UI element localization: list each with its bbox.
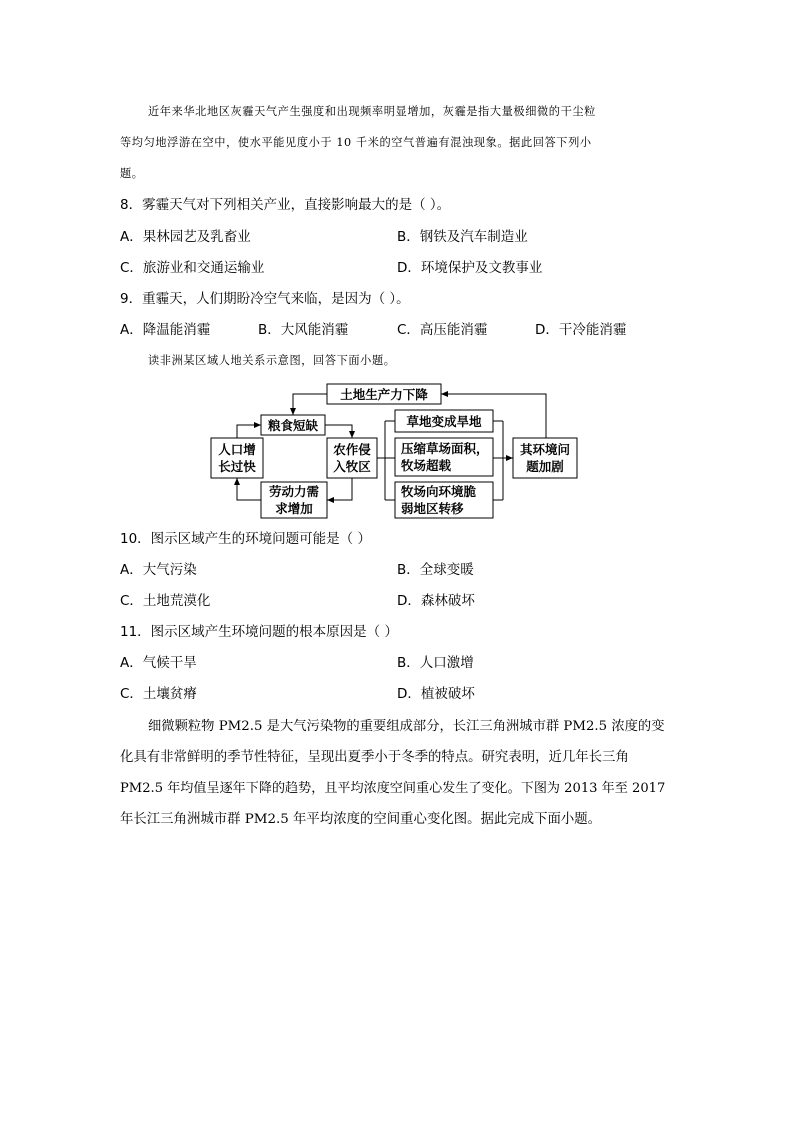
q11-option-d: D．植被破坏: [397, 686, 475, 702]
q9-stem: 9．重霾天，人们期盼冷空气来临，是因为（ ）。: [120, 291, 410, 307]
q11-option-a: A．气候干旱: [120, 655, 197, 671]
q10-option-b: B．全球变暖: [397, 562, 474, 578]
label-squeeze-2: 牧场超载: [401, 458, 452, 473]
label-shift-2: 弱地区转移: [401, 501, 464, 516]
q9-option-d: D．干冷能消霾: [535, 322, 627, 338]
diagram-intro: 读非洲某区域人地关系示意图，回答下面小题。: [148, 354, 396, 367]
passage3-line2: 化具有非常鲜明的季节性特征，呈现出夏季小于冬季的特点。研究表明，近几年长三角: [120, 750, 629, 765]
label-crop-2: 入牧区: [333, 459, 371, 474]
q8-option-c: C．旅游业和交通运输业: [120, 260, 265, 276]
q8-option-d: D．环境保护及文教事业: [397, 260, 543, 276]
label-env-2: 题加剧: [526, 459, 564, 474]
q10-option-a: A．大气污染: [120, 562, 197, 578]
label-grass-to-dry: 草地变成旱地: [406, 414, 482, 429]
q9-option-c: C．高压能消霾: [397, 322, 488, 338]
label-food-shortage: 粮食短缺: [267, 418, 319, 433]
passage3-line4: 年长江三角洲城市群 PM2.5 年平均浓度的空间重心变化图。据此完成下面小题。: [120, 812, 602, 827]
q11-option-b: B．人口激增: [397, 655, 474, 671]
passage1-line1: 近年来华北地区灰霾天气产生强度和出现频率明显增加，灰霾是指大量极细微的干尘粒: [148, 105, 596, 118]
label-land-decline: 土地生产力下降: [340, 387, 428, 402]
human-land-relationship-diagram: [205, 378, 590, 523]
label-population-1: 人口增: [218, 442, 256, 457]
passage1-line3: 题。: [120, 167, 144, 180]
label-crop-1: 农作侵: [333, 442, 371, 457]
label-labor-2: 求增加: [275, 501, 313, 516]
q11-stem: 11．图示区域产生环境问题的根本原因是（ ）: [120, 624, 398, 640]
passage3-line3: PM2.5 年均值呈逐年下降的趋势，且平均浓度空间重心发生了变化。下图为 2013 年至 2017: [120, 781, 666, 796]
q9-option-a: A．降温能消霾: [120, 322, 211, 338]
q10-option-d: D．森林破坏: [397, 593, 475, 609]
label-population-2: 长过快: [218, 459, 256, 474]
passage1-line2: 等均匀地浮游在空中，使水平能见度小于 10 千米的空气普遍有混浊现象。据此回答下列小: [120, 136, 592, 149]
q9-option-b: B．大风能消霾: [258, 322, 349, 338]
q8-option-a: A．果林园艺及乳畜业: [120, 229, 251, 245]
label-squeeze-1: 压缩草场面积，: [401, 441, 489, 456]
q11-option-c: C．土壤贫瘠: [120, 686, 197, 702]
q8-stem: 8．雾霾天气对下列相关产业，直接影响最大的是（ ）。: [120, 197, 451, 213]
label-labor-1: 劳动力需: [268, 484, 320, 499]
q10-stem: 10．图示区域产生的环境问题可能是（ ）: [120, 531, 371, 547]
label-shift-1: 牧场向环境脆: [401, 484, 477, 499]
q10-option-c: C．土地荒漠化: [120, 593, 211, 609]
q8-option-b: B．钢铁及汽车制造业: [397, 229, 528, 245]
passage3-line1: 细微颗粒物 PM2.5 是大气污染物的重要组成部分，长江三角洲城市群 PM2.5 浓度的变: [148, 719, 665, 734]
label-env-1: 其环境问: [519, 442, 571, 457]
